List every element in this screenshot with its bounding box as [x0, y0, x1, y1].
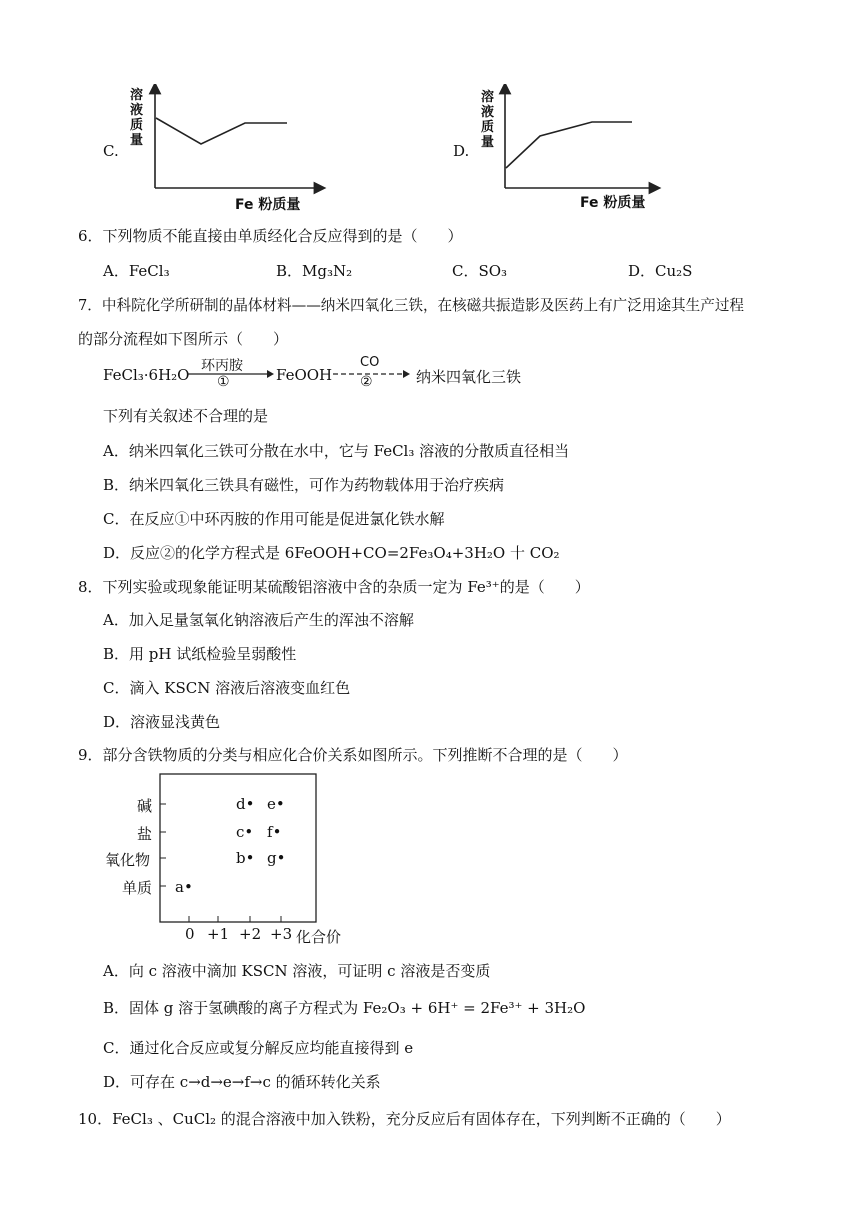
q9-xtick-0: 0 [185, 925, 195, 943]
graph-d-xlabel: Fe 粉质量 [580, 195, 646, 211]
q9-point-g: g• [267, 849, 286, 867]
graph-c-ylabel-char: 溶 [130, 88, 144, 103]
q9-ylabel-base: 碱 [137, 797, 153, 815]
q9-point-g-label: g [267, 849, 277, 867]
q9-xlabel: 化合价 [296, 928, 342, 946]
q9-xtick-3: +3 [270, 925, 293, 943]
q6-stem: 6．下列物质不能直接由单质经化合反应得到的是（ ） [78, 227, 463, 245]
q9-option-c: C．通过化合反应或复分解反应均能直接得到 e [103, 1039, 414, 1057]
q7-flow-end: 纳米四氧化三铁 [416, 368, 522, 386]
q7-flow-diagram [103, 355, 563, 394]
graph-d-ylabel-char: 溶 [481, 90, 495, 105]
q7-flow-reagent2: CO [360, 355, 380, 370]
graph-c-curve [156, 118, 287, 144]
q9-ylabel-oxide: 氧化物 [105, 851, 151, 869]
q7-prompt: 下列有关叙述不合理的是 [103, 407, 269, 425]
q7-option-a: A．纳米四氧化三铁可分散在水中，它与 FeCl₃ 溶液的分散质直径相当 [103, 442, 570, 460]
q7-option-d: D．反应②的化学方程式是 6FeOOH+CO=2Fe₃O₄+3H₂O 十 CO₂ [103, 544, 560, 562]
q6-option-b: B．Mg₃N₂ [276, 262, 353, 280]
q9-option-a: A．向 c 溶液中滴加 KSCN 溶液，可证明 c 溶液是否变质 [103, 962, 491, 980]
graph-d-ylabel-char: 量 [481, 135, 495, 150]
q9-point-f: f• [267, 823, 282, 841]
q9-point-d: d• [236, 795, 255, 813]
q9-point-e: e• [267, 795, 285, 813]
q7-stem-line2: 的部分流程如下图所示（ ） [78, 330, 289, 348]
q10-stem: 10．FeCl₃ 、CuCl₂ 的混合溶液中加入铁粉，充分反应后有固体存在，下列判断不正确的（ ） [78, 1110, 731, 1128]
graph-c-ylabel [130, 88, 146, 148]
graph-d-option-label: D. [453, 142, 470, 160]
q9-point-a: a• [175, 878, 193, 896]
q9-stem: 9．部分含铁物质的分类与相应化合价关系如图所示。下列推断不合理的是（ ） [78, 746, 628, 764]
graph-d-curve [506, 122, 632, 168]
q9-point-c-label: c [236, 823, 245, 841]
q9-point-c: c• [236, 823, 254, 841]
q9-point-b: b• [236, 849, 255, 867]
q9-point-d-label: d [236, 795, 246, 813]
q7-flow-reagent1: 环丙胺 [201, 358, 243, 374]
graph-c [100, 84, 330, 214]
q9-point-f-label: f [267, 823, 273, 841]
q8-stem: 8．下列实验或现象能证明某硫酸铝溶液中含的杂质一定为 Fe³⁺的是（ ） [78, 578, 590, 596]
q6-option-c: C．SO₃ [452, 262, 508, 280]
q9-xtick-2: +2 [239, 925, 262, 943]
graph-c-ylabel-char: 液 [130, 103, 144, 118]
q9-option-b: B．固体 g 溶于氢碘酸的离子方程式为 Fe₂O₃ + 6H⁺ = 2Fe³⁺ + 3H₂O [103, 999, 586, 1017]
graph-c-ylabel-char: 质 [130, 118, 144, 133]
graph-c-option-label: C. [103, 142, 119, 160]
q8-option-a: A．加入足量氢氧化钠溶液后产生的浑浊不溶解 [103, 611, 414, 629]
q9-xtick-1: +1 [207, 925, 230, 943]
q6-option-d: D．Cu₂S [628, 262, 693, 280]
q8-option-d: D．溶液显浅黄色 [103, 713, 221, 731]
q9-option-d: D．可存在 c→d→e→f→c 的循环转化关系 [103, 1073, 381, 1091]
graph-d-ylabel-char: 质 [481, 120, 495, 135]
q7-flow-num2: ② [360, 374, 373, 390]
q8-option-b: B．用 pH 试纸检验呈弱酸性 [103, 645, 297, 663]
q9-point-e-label: e [267, 795, 276, 813]
q9-ylabel-element: 单质 [122, 879, 153, 897]
q7-flow-num1: ① [217, 374, 230, 390]
q7-flow-mid: FeOOH [276, 366, 333, 384]
q7-option-b: B．纳米四氧化三铁具有磁性，可作为药物载体用于治疗疾病 [103, 476, 505, 494]
graph-c-ylabel-char: 量 [130, 133, 144, 148]
q7-stem-line1: 7．中科院化学所研制的晶体材料——纳米四氧化三铁，在核磁共振造影及医药上有广泛用途其生产过程 [78, 297, 745, 314]
graph-d-ylabel [481, 90, 497, 150]
graph-c-xlabel: Fe 粉质量 [235, 197, 301, 213]
q9-ylabel-salt: 盐 [137, 825, 153, 843]
q6-option-a: A．FeCl₃ [103, 262, 170, 280]
q9-diagram [100, 770, 360, 950]
q8-option-c: C．滴入 KSCN 溶液后溶液变血红色 [103, 679, 351, 697]
q9-point-a-label: a [175, 878, 184, 896]
q7-flow-arrow1 [185, 368, 275, 380]
q7-flow-start: FeCl₃·6H₂O [103, 366, 190, 384]
q9-point-b-label: b [236, 849, 246, 867]
graph-d [450, 84, 680, 214]
q7-option-c: C．在反应①中环丙胺的作用可能是促进氯化铁水解 [103, 510, 445, 528]
graph-d-ylabel-char: 液 [481, 105, 495, 120]
